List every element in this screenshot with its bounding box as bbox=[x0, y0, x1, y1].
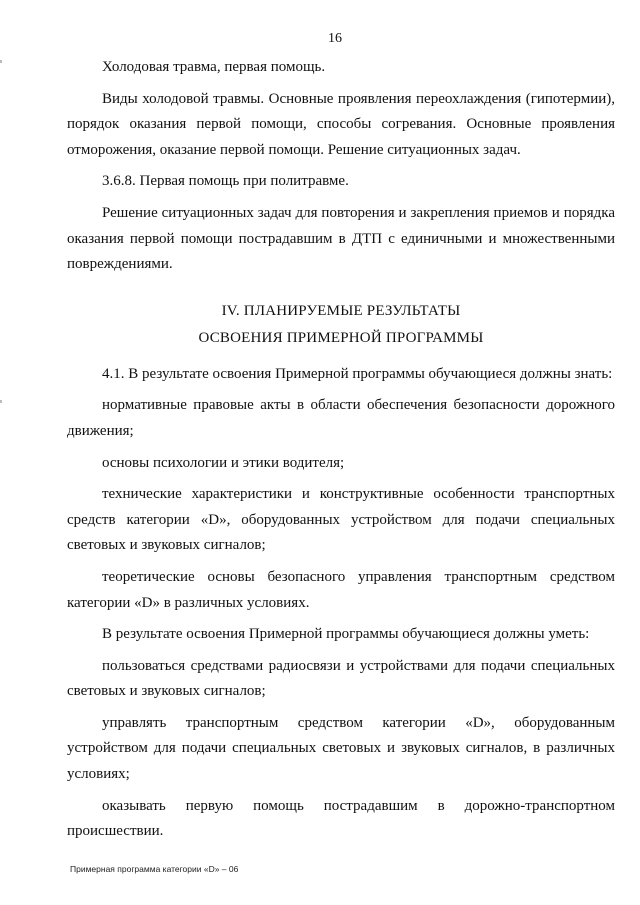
list-item-skill-driving: управлять транспортным средством категории «D», оборудованным устройством для подачи специальных световых и звуковых сигналов, в различных условиях; bbox=[67, 714, 615, 783]
section-heading-line1: IV. ПЛАНИРУЕМЫЕ РЕЗУЛЬТАТЫ bbox=[221, 302, 461, 319]
list-item-know-technical: технические характеристики и конструктивные особенности транспортных средств категории «D», оборудованных устройством для подачи специальных световых и звуковых сигналов; bbox=[67, 486, 615, 554]
list-item-skill-first-aid: оказывать первую помощь пострадавшим в дорожно-транспортном происшествии. bbox=[67, 797, 615, 840]
list-item-know-legal-acts: нормативные правовые акты в области обеспечения безопасности дорожного движения; bbox=[67, 397, 615, 439]
section-heading-line2: ОСВОЕНИЯ ПРИМЕРНОЙ ПРОГРАММЫ bbox=[198, 329, 484, 346]
document-body bbox=[67, 55, 615, 851]
list-item-know-theory: теоретические основы безопасного управления транспортным средством категории «D» в различных условиях. bbox=[67, 568, 615, 611]
scan-edge-mark bbox=[0, 60, 2, 63]
section-heading bbox=[67, 298, 615, 352]
paragraph-skills-intro: В результате освоения Примерной программы обучающиеся должны уметь: bbox=[102, 626, 590, 643]
paragraph-cold-injury-title: Холодовая травма, первая помощь. bbox=[102, 59, 326, 75]
paragraph-know-intro: 4.1. В результате освоения Примерной программы обучающиеся должны знать: bbox=[102, 365, 613, 382]
scan-edge-mark bbox=[0, 400, 2, 403]
paragraph-polytrauma-title: 3.6.8. Первая помощь при политравме. bbox=[102, 173, 349, 190]
list-item-skill-radio: пользоваться средствами радиосвязи и устройствами для подачи специальных световых и звуковых сигналов; bbox=[67, 657, 615, 700]
paragraph-polytrauma-tasks: Решение ситуационных задач для повторения и закрепления приемов и порядка оказания первой помощи пострадавшим в ДТП с единичными и множественными повреждениями. bbox=[67, 204, 615, 273]
list-item-know-psychology: основы психологии и этики водителя; bbox=[102, 454, 345, 471]
paragraph-cold-injury-types: Виды холодовой травмы. Основные проявления переохлаждения (гипотермии), порядок оказания первой помощи, способы согревания. Основные проявления отморожения, оказание первой помощи. Решение ситуационных задач. bbox=[67, 90, 615, 158]
page-footer: Примерная программа категории «D» – 06 bbox=[70, 864, 239, 874]
page-number: 16 bbox=[328, 31, 342, 46]
